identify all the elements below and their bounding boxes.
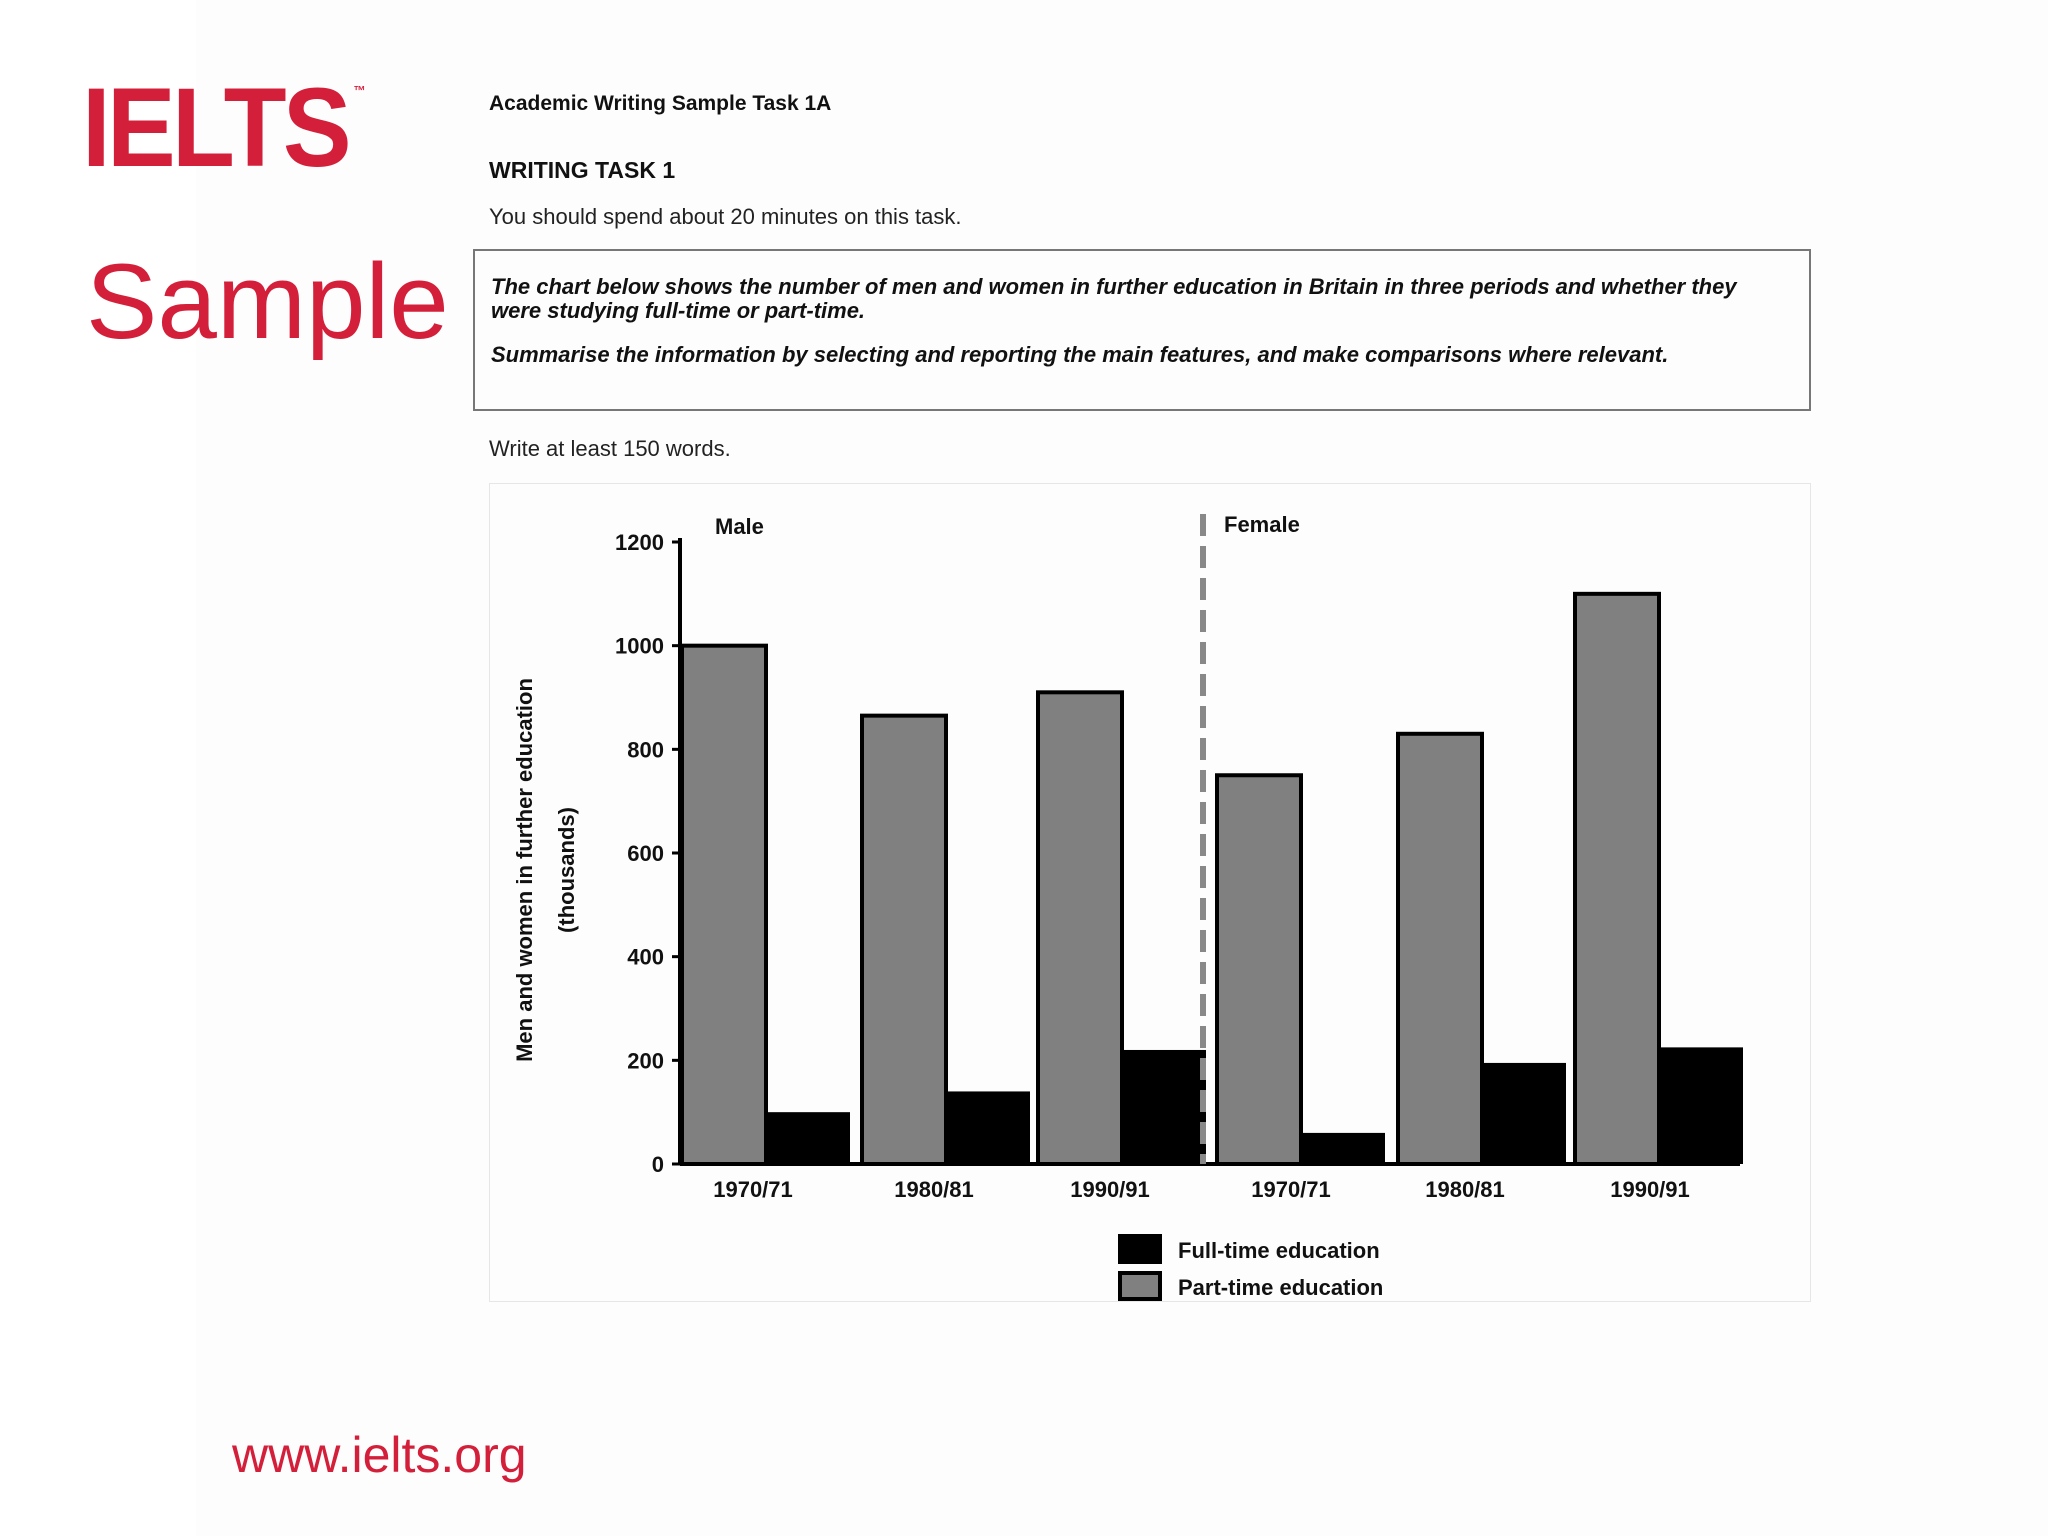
logo-trademark: ™ bbox=[353, 83, 366, 98]
legend-swatch bbox=[1120, 1273, 1160, 1299]
y-tick-label: 800 bbox=[627, 737, 664, 763]
time-note: You should spend about 20 minutes on this task. bbox=[489, 204, 962, 229]
legend-label: Part-time education bbox=[1178, 1275, 1384, 1300]
chart-frame bbox=[489, 483, 1811, 1302]
bar-full-time bbox=[1122, 1050, 1206, 1164]
x-tick-label: 1980/81 bbox=[894, 1177, 974, 1202]
x-tick-label: 1990/91 bbox=[1610, 1177, 1690, 1202]
group-label-female: Female bbox=[1224, 512, 1300, 537]
y-tick-label: 1000 bbox=[615, 633, 664, 659]
x-tick-label: 1980/81 bbox=[1425, 1177, 1505, 1202]
prompt-description: The chart below shows the number of men and women in further education in Britain in three periods and whether they were studying full-time or part-time. bbox=[491, 274, 1737, 323]
legend-swatch bbox=[1120, 1236, 1160, 1262]
bar-part-time bbox=[1575, 594, 1659, 1164]
x-tick-label: 1970/71 bbox=[1251, 1177, 1331, 1202]
bar-full-time bbox=[1301, 1133, 1385, 1164]
website-link[interactable]: www.ielts.org bbox=[232, 1427, 527, 1483]
x-tick-label: 1990/91 bbox=[1070, 1177, 1150, 1202]
y-tick-label: 600 bbox=[627, 841, 664, 866]
logo-text: IELTS bbox=[82, 65, 348, 190]
bar-full-time bbox=[1659, 1047, 1743, 1164]
x-tick-label: 1970/71 bbox=[713, 1177, 793, 1202]
y-tick-label: 1200 bbox=[615, 530, 664, 555]
legend-label: Full-time education bbox=[1178, 1238, 1380, 1263]
y-tick-label: 400 bbox=[627, 944, 664, 970]
sample-label: Sample bbox=[86, 241, 449, 361]
bar-part-time bbox=[1398, 734, 1482, 1164]
task-id: Academic Writing Sample Task 1A bbox=[489, 92, 832, 115]
bar-part-time bbox=[1217, 775, 1301, 1164]
bar-full-time bbox=[1482, 1063, 1566, 1164]
bar-part-time bbox=[862, 716, 946, 1164]
word-count-note: Write at least 150 words. bbox=[489, 436, 731, 461]
prompt-instruction: Summarise the information by selecting and reporting the main features, and make comparisons where relevant. bbox=[491, 342, 1669, 367]
y-axis-title: Men and women in further education bbox=[512, 678, 537, 1062]
prompt-box bbox=[473, 249, 1811, 411]
task-title: WRITING TASK 1 bbox=[489, 157, 676, 183]
bar-chart bbox=[490, 484, 1812, 1303]
bar-part-time bbox=[1038, 692, 1122, 1164]
y-tick-label: 0 bbox=[651, 1152, 664, 1177]
y-tick-label: 200 bbox=[627, 1048, 664, 1074]
bar-part-time bbox=[682, 646, 766, 1164]
ielts-logo bbox=[82, 65, 366, 190]
y-axis-subtitle: (thousands) bbox=[554, 807, 579, 933]
group-label-male: Male bbox=[715, 514, 764, 539]
bar-full-time bbox=[766, 1112, 850, 1164]
bar-full-time bbox=[946, 1091, 1030, 1164]
